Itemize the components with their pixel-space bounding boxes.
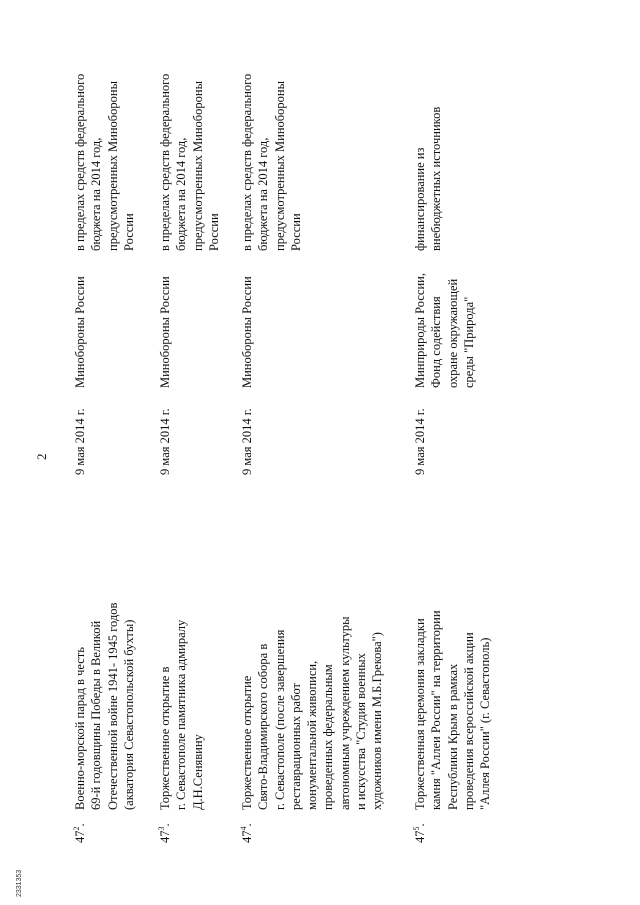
- event-description-line: и искусства "Студия военных: [354, 653, 369, 810]
- funding-source-line: бюджета на 2014 год,: [256, 137, 271, 251]
- event-date-line: 9 мая 2014 г.: [158, 408, 172, 475]
- funding-source-line: предусмотренных Минобороны: [272, 81, 287, 251]
- event-description-line: Республики Крым в рамках: [445, 663, 460, 810]
- event-description-line: реставрационных работ: [288, 682, 303, 810]
- event-date: [72, 390, 88, 475]
- event-description-line: автономным учреждением культуры: [337, 616, 352, 810]
- row-number-main: 47: [413, 830, 427, 843]
- responsible-org-line: среды "Природа": [461, 296, 476, 388]
- event-date-line: 9 мая 2014 г.: [413, 408, 427, 475]
- event-description-line: проведенных федеральным: [321, 664, 336, 810]
- funding-source: [239, 51, 304, 251]
- funding-source-line: предусмотренных Минобороны: [105, 81, 120, 251]
- row-number-main: 47: [73, 830, 87, 843]
- funding-source-line: бюджета на 2014 год,: [174, 137, 189, 251]
- funding-source-line: в пределах средств федерального: [240, 73, 254, 251]
- page-number: 2: [34, 453, 49, 460]
- event-description-line: Отечественной войне 1941- 1945 годов: [105, 602, 120, 810]
- event-description-line: Торжественная церемония закладки: [413, 618, 427, 810]
- row-number-sup: 3: [156, 826, 166, 831]
- event-description: [72, 500, 137, 810]
- event-description-line: "Аллея России" (г. Севастополь): [478, 637, 493, 810]
- row-number-main: 47: [240, 830, 254, 843]
- responsible-org-line: охране окружающей: [445, 278, 460, 388]
- row-number-sup: 2: [71, 826, 81, 831]
- funding-source-line: в пределах средств федерального: [158, 73, 172, 251]
- responsible-org: [72, 258, 88, 388]
- event-date-line: 9 мая 2014 г.: [240, 408, 254, 475]
- row-number: $47^5$.: [411, 823, 427, 843]
- funding-source: [72, 51, 137, 251]
- responsible-org-line: Фонд содействия: [429, 296, 444, 388]
- responsible-org-line: Минобороны России: [73, 276, 87, 388]
- funding-source-line: предусмотренных Минобороны: [190, 81, 205, 251]
- event-description-line: Торжественное открытие: [240, 675, 254, 810]
- event-description-line: художников имени М.Б.Грекова"): [370, 632, 385, 810]
- event-description-line: Военно-морской парад в честь: [73, 647, 87, 810]
- event-description: [239, 500, 386, 810]
- row-number-sup: 5: [411, 826, 421, 831]
- event-description-line: 69-й годовщины Победы в Великой: [89, 620, 104, 810]
- event-description-line: камня "Аллеи России" на территории: [429, 610, 444, 810]
- responsible-org-line: Минобороны России: [158, 276, 172, 388]
- event-date-line: 9 мая 2014 г.: [73, 408, 87, 475]
- event-description-line: Свято-Владимирского собора в: [256, 643, 271, 810]
- event-date: [412, 390, 428, 475]
- funding-source: [412, 51, 445, 251]
- event-description-line: г. Севастополе (после завершения: [272, 629, 287, 810]
- event-description-line: г. Севастополе памятника адмиралу: [174, 619, 189, 810]
- row-number-sup: 4: [238, 826, 248, 831]
- funding-source-line: финансирование из: [413, 147, 427, 251]
- event-description: [157, 500, 206, 810]
- responsible-org: [239, 258, 255, 388]
- event-description-line: проведения всероссийской акции: [461, 632, 476, 810]
- responsible-org: [157, 258, 173, 388]
- row-number: $47^4$.: [238, 823, 254, 843]
- funding-source-line: внебюджетных источников: [429, 106, 444, 251]
- event-date: [239, 390, 255, 475]
- row-number-main: 47: [158, 830, 172, 843]
- funding-source: [157, 51, 222, 251]
- funding-source-line: России: [121, 213, 136, 251]
- responsible-org: [412, 258, 477, 388]
- event-description-line: Торжественное открытие в: [158, 666, 172, 810]
- event-description-line: (акватория Севастопольской бухты): [121, 619, 136, 810]
- funding-source-line: России: [288, 213, 303, 251]
- event-description-line: Д.Н.Сенявину: [190, 734, 205, 810]
- event-description: [412, 500, 493, 810]
- funding-source-line: в пределах средств федерального: [73, 73, 87, 251]
- responsible-org-line: Минобороны России: [240, 276, 254, 388]
- event-description-line: монументальной живописи,: [305, 660, 320, 810]
- event-date: [157, 390, 173, 475]
- row-number: $47^2$.: [71, 823, 87, 843]
- document-code: 2331353: [16, 869, 23, 897]
- responsible-org-line: Минприроды России,: [413, 273, 427, 388]
- funding-source-line: России: [206, 213, 221, 251]
- row-number: $47^3$.: [156, 823, 172, 843]
- funding-source-line: бюджета на 2014 год,: [89, 137, 104, 251]
